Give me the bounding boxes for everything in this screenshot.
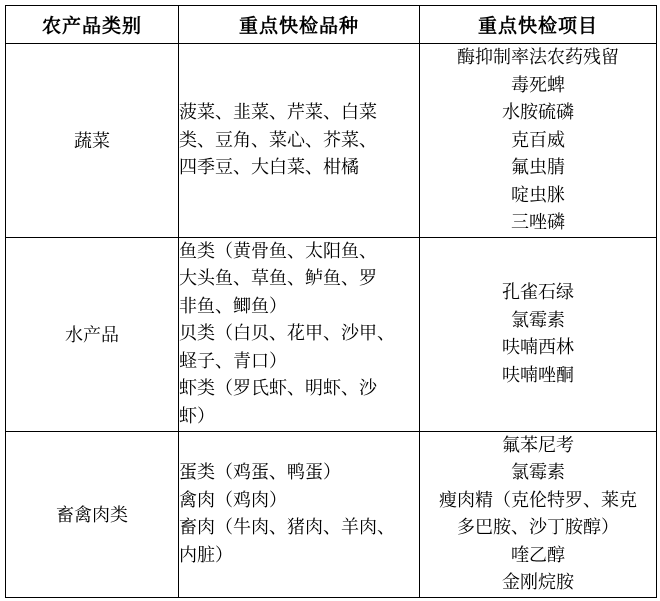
item-line: 毒死蜱	[511, 74, 565, 96]
inspection-table	[5, 5, 657, 598]
variety-line: 畜肉（牛肉、猪肉、羊肉、	[179, 517, 395, 538]
variety-line: 菠菜、韭菜、芹菜、白菜	[179, 102, 377, 123]
variety-line: 类、豆角、菜心、芥菜、	[179, 129, 377, 151]
variety-line: 蛋类（鸡蛋、鸭蛋）	[179, 462, 341, 483]
item-line: 三唑磷	[511, 212, 565, 233]
header-row	[6, 6, 657, 44]
variety-line: 虾类（罗氏虾、明虾、沙	[179, 378, 377, 400]
varieties-cell	[179, 431, 420, 597]
item-line: 喹乙醇	[511, 544, 565, 566]
header-varieties: 重点快检品种	[179, 6, 420, 44]
variety-line: 虾）	[179, 405, 215, 427]
varieties-cell	[179, 237, 420, 431]
item-line: 瘦肉精（克伦特罗、莱克	[439, 489, 637, 511]
item-line: 多巴胺、沙丁胺醇）	[457, 517, 619, 538]
table-row	[6, 431, 657, 597]
items-cell	[420, 431, 657, 597]
item-line: 克百威	[511, 129, 565, 151]
item-line: 氯霉素	[511, 309, 565, 331]
table-row	[6, 237, 657, 431]
items-cell	[420, 44, 657, 238]
category-cell: 畜禽肉类	[6, 431, 179, 597]
category-cell: 蔬菜	[6, 44, 179, 238]
item-line: 啶虫脒	[511, 184, 565, 206]
item-line: 氯霉素	[511, 462, 565, 483]
variety-line: 贝类（白贝、花甲、沙甲、	[179, 323, 395, 345]
varieties-cell	[179, 44, 420, 238]
variety-line: 大头鱼、草鱼、鲈鱼、罗	[179, 268, 377, 290]
item-line: 水胺硫磷	[502, 102, 574, 123]
item-line: 酶抑制率法农药残留	[457, 47, 619, 68]
table-row	[6, 44, 657, 238]
header-category: 农产品类别	[6, 6, 179, 44]
variety-line: 蛏子、青口）	[179, 350, 287, 372]
variety-line: 四季豆、大白菜、柑橘	[179, 157, 359, 178]
variety-line: 禽肉（鸡肉）	[179, 489, 287, 511]
variety-line: 非鱼、鲫鱼）	[179, 295, 287, 317]
item-line: 氟苯尼考	[502, 434, 574, 456]
item-line: 孔雀石绿	[502, 282, 574, 303]
variety-line: 内脏）	[179, 544, 233, 566]
item-line: 氟虫腈	[511, 157, 565, 178]
category-cell: 水产品	[6, 237, 179, 431]
item-line: 金刚烷胺	[502, 572, 574, 593]
item-line: 呋喃唑酮	[502, 364, 574, 386]
variety-line: 鱼类（黄骨鱼、太阳鱼、	[179, 240, 377, 262]
items-cell	[420, 237, 657, 431]
header-items: 重点快检项目	[420, 6, 657, 44]
item-line: 呋喃西林	[502, 337, 574, 358]
